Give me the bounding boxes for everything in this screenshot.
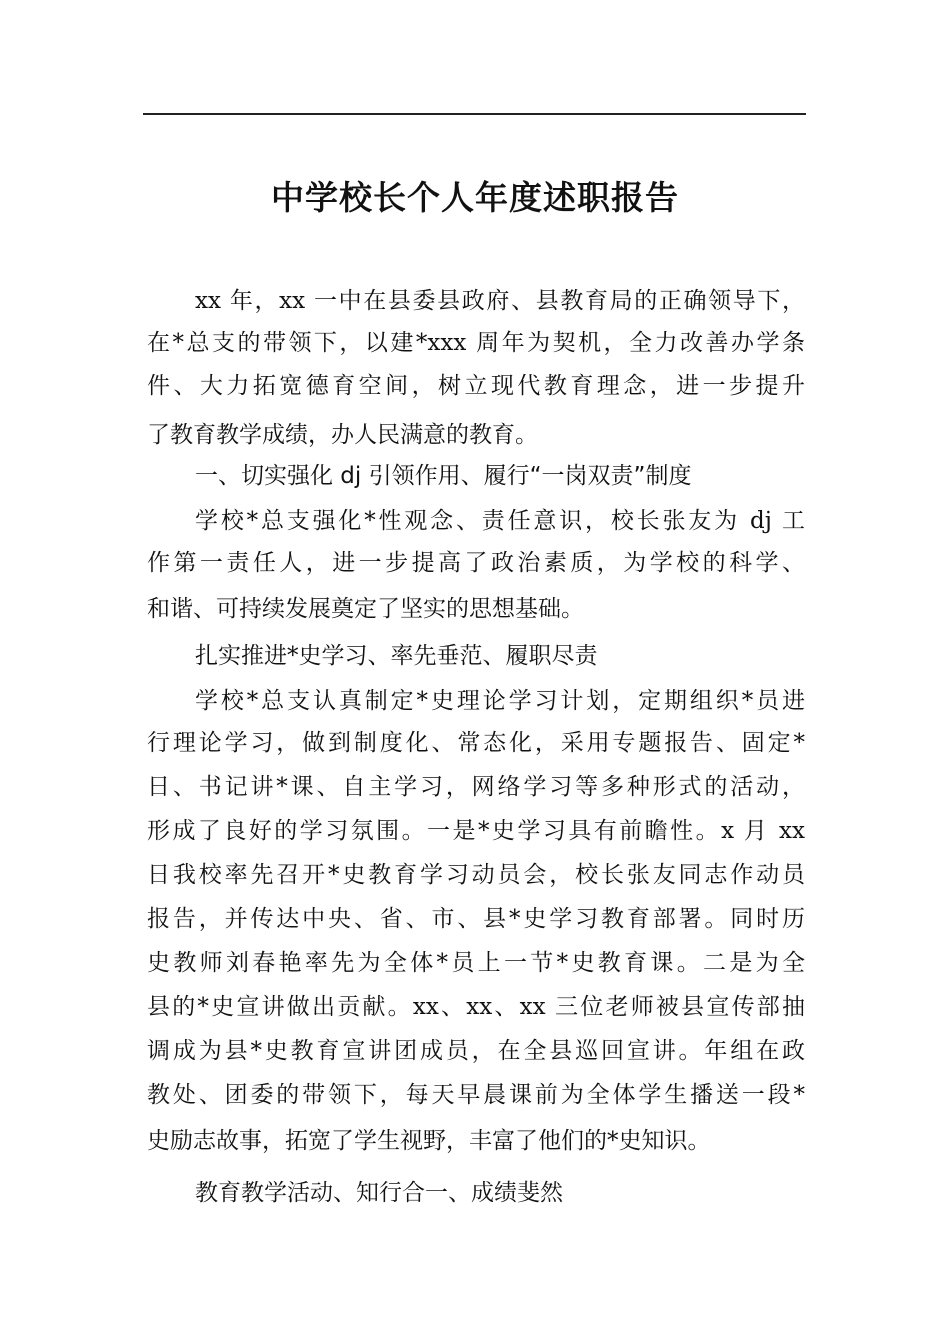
section-heading: 一、切实强化 dj 引领作用、履行“一岗双责”制度 <box>195 463 692 489</box>
paragraph-line: 日我校率先召开*史教育学习动员会，校长张友同志作动员 <box>147 862 805 888</box>
paragraph-line: 行理论学习，做到制度化、常态化，采用专题报告、固定* <box>147 730 805 756</box>
subheading: 教育教学活动、知行合一、成绩斐然 <box>195 1180 563 1206</box>
paragraph-line: 县的*史宣讲做出贡献。xx、xx、xx 三位老师被县宣传部抽 <box>147 994 805 1020</box>
paragraph-line: 调成为县*史教育宣讲团成员，在全县巡回宣讲。年组在政 <box>147 1038 805 1064</box>
paragraph-line: xx 年，xx 一中在县委县政府、县教育局的正确领导下， <box>195 288 805 314</box>
paragraph-line: 和谐、可持续发展奠定了坚实的思想基础。 <box>147 596 584 622</box>
paragraph-line: 教处、团委的带领下，每天早晨课前为全体学生播送一段* <box>147 1082 805 1108</box>
paragraph-line: 报告，并传达中央、省、市、县*史学习教育部署。同时历 <box>147 906 805 932</box>
paragraph-line: 形成了良好的学习氛围。一是*史学习具有前瞻性。x 月 xx <box>147 818 805 844</box>
paragraph-line: 了教育教学成绩，办人民满意的教育。 <box>147 422 538 448</box>
paragraph-line: 史励志故事，拓宽了学生视野，丰富了他们的*史知识。 <box>147 1128 711 1154</box>
subheading: 扎实推进*史学习、率先垂范、履职尽责 <box>195 643 598 669</box>
paragraph-line: 学校*总支强化*性观念、责任意识，校长张友为 dj 工 <box>195 508 805 534</box>
paragraph-line: 学校*总支认真制定*史理论学习计划，定期组织*员进 <box>195 688 805 714</box>
paragraph-line: 件、大力拓宽德育空间，树立现代教育理念，进一步提升 <box>147 373 805 399</box>
paragraph-line: 在*总支的带领下，以建*xxx 周年为契机，全力改善办学条 <box>147 330 805 356</box>
header-rule <box>143 113 806 115</box>
document-title: 中学校长个人年度述职报告 <box>271 178 679 217</box>
paragraph-line: 日、书记讲*课、自主学习，网络学习等多种形式的活动， <box>147 774 805 800</box>
paragraph-line: 作第一责任人，进一步提高了政治素质，为学校的科学、 <box>147 550 805 576</box>
paragraph-line: 史教师刘春艳率先为全体*员上一节*史教育课。二是为全 <box>147 950 805 976</box>
